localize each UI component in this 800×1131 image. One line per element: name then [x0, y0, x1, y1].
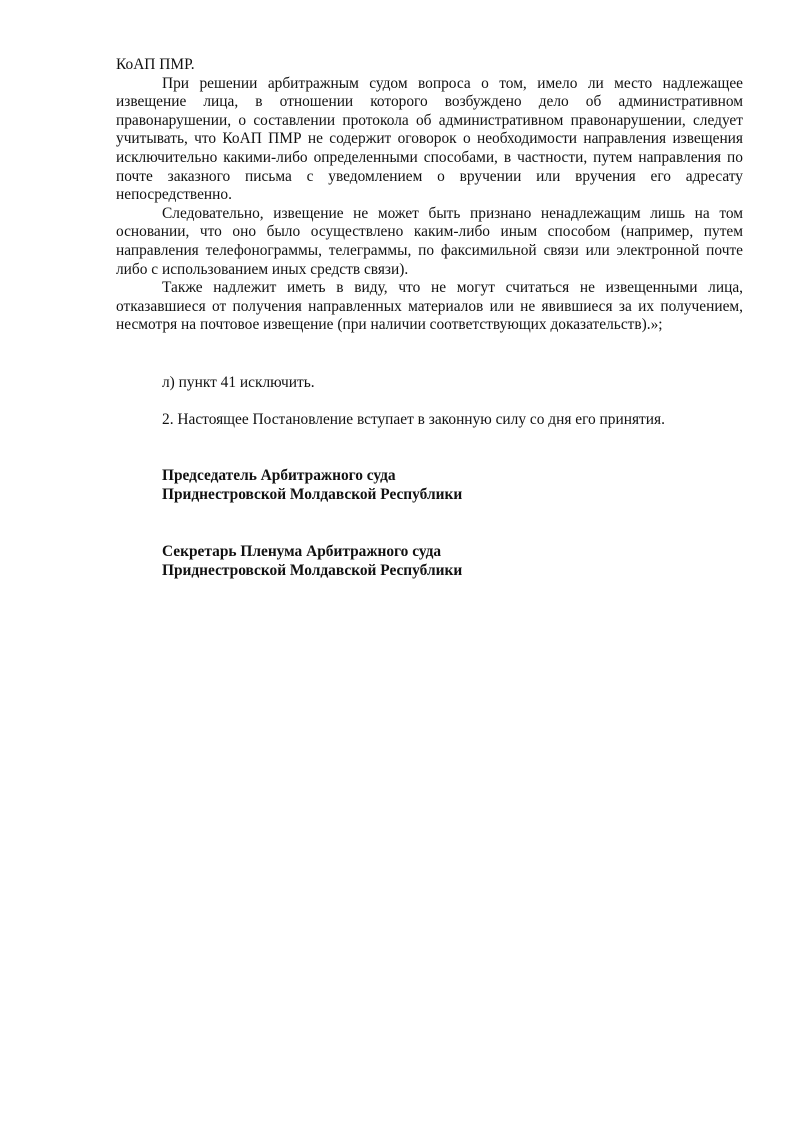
- item-l: л) пункт 41 исключить.: [162, 374, 315, 391]
- secretary-court: Приднестровской Молдавской Республики: [162, 562, 463, 579]
- secretary-title: Секретарь Пленума Арбитражного суда: [162, 543, 442, 560]
- paragraph-consequently: Следовательно, извещение не может быть признано ненадлежащим лишь на том основании, что оно было осуществлено каким-либо иным способом (например, путем направления телефонограммы, телеграммы, по факсимильной связи или электронной почте либо с использованием иных средств связи).: [116, 204, 743, 278]
- secretary-signature-block: [162, 542, 462, 580]
- chairman-court: Приднестровской Молдавской Республики: [162, 486, 463, 503]
- koap-line: КоАП ПМР.: [116, 56, 195, 73]
- chairman-signature-block: [162, 466, 462, 504]
- body-text: [116, 56, 743, 335]
- item-2: 2. Настоящее Постановление вступает в законную силу со дня его принятия.: [162, 411, 665, 428]
- paragraph-also: Также надлежит иметь в виду, что не могут считаться не извещенными лица, отказавшиеся от получения направленных материалов или не явившиеся за их получением, несмотря на почтовое извещение (при наличии соответствующих доказательств).»;: [116, 279, 743, 334]
- paragraph-notification: При решении арбитражным судом вопроса о том, имело ли место надлежащее извещение лица, в отношении которого возбуждено дело об административном правонарушении, о составлении протокола об административном правонарушении, следует учитывать, что КоАП ПМР не содержит оговорок о необходимости направления извещения исключительно какими-либо определенными способами, в частности, путем направления по почте заказного письма с уведомлением о вручении или вручения его адресату непосредственно.: [116, 74, 743, 204]
- chairman-title: Председатель Арбитражного суда: [162, 467, 396, 484]
